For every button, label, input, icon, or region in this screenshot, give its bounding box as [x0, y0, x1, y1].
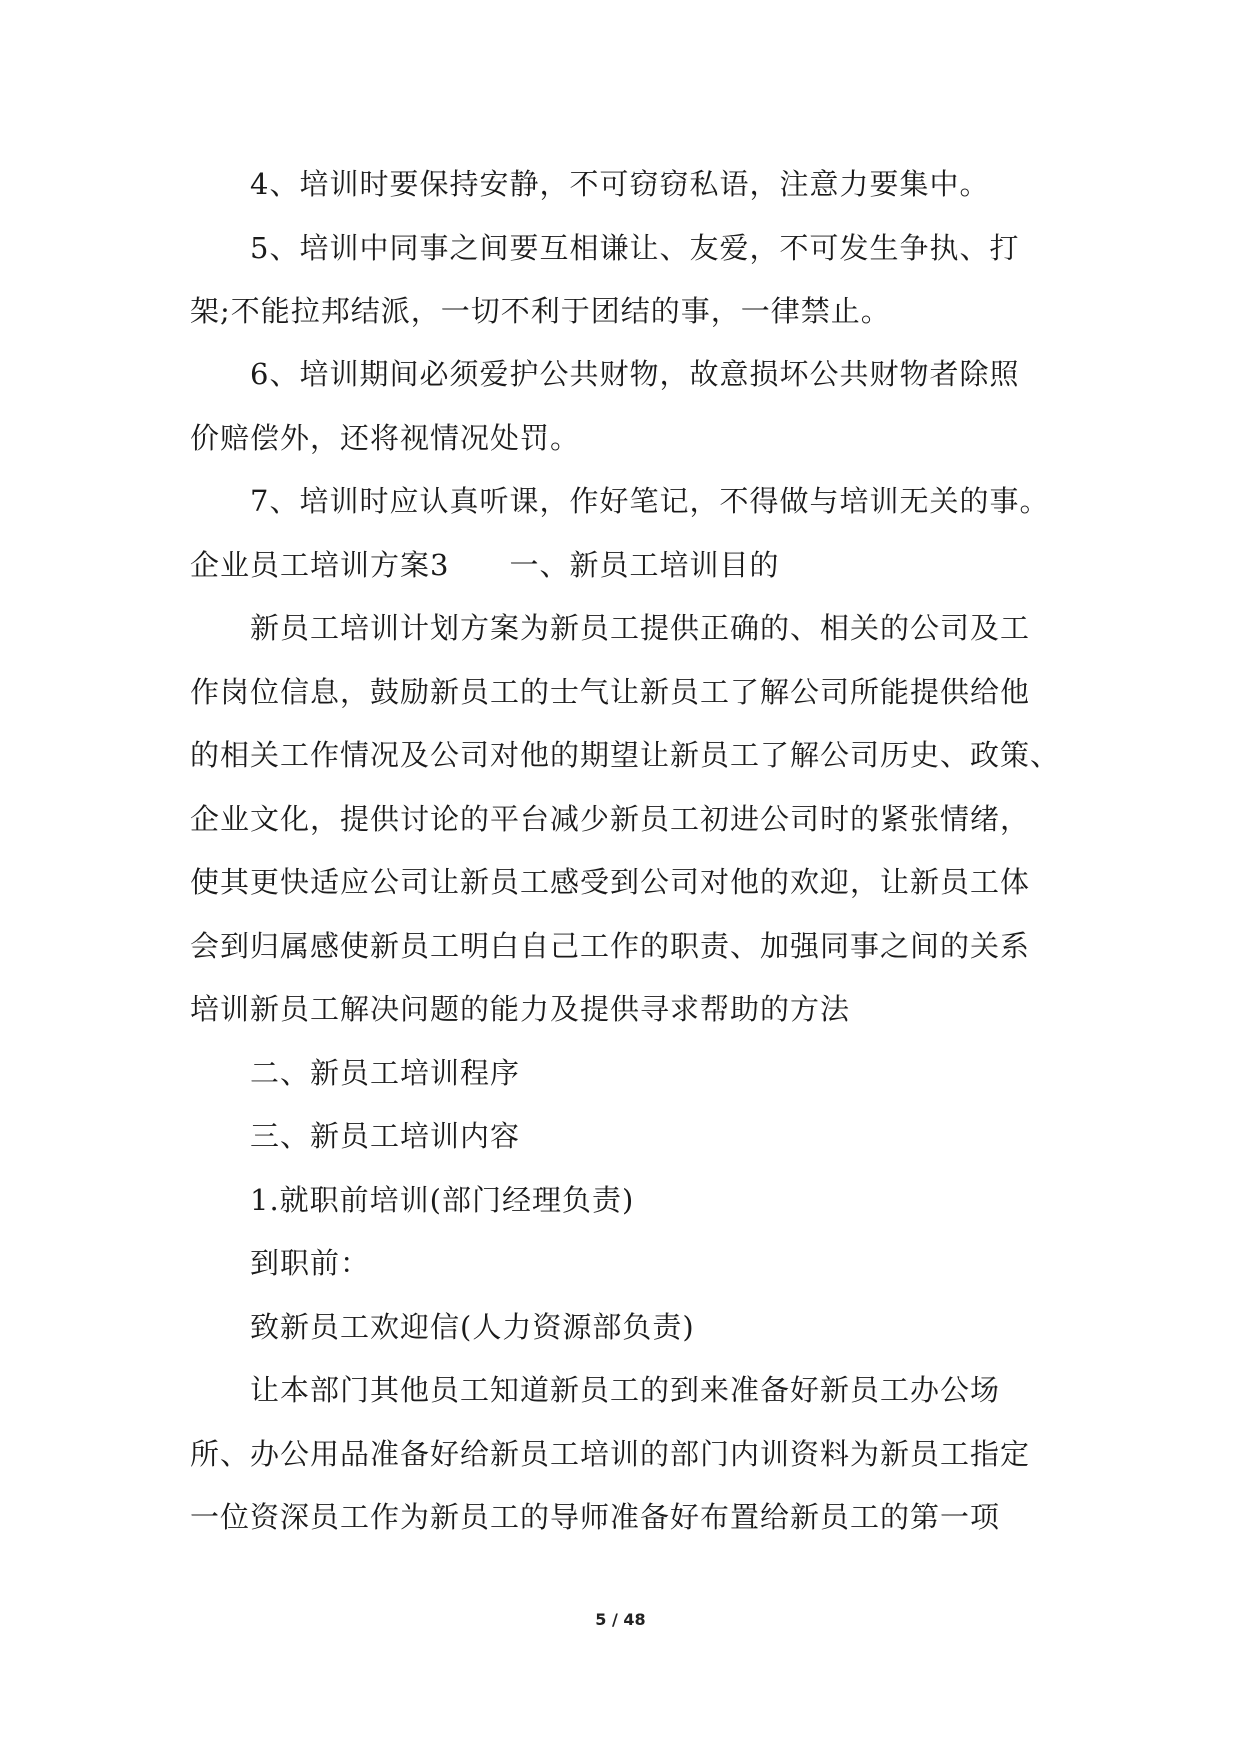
- page-number: 5 / 48: [595, 1610, 646, 1629]
- text-line: 培训新员工解决问题的能力及提供寻求帮助的方法: [190, 992, 851, 1026]
- text-line: 6、培训期间必须爱护公共财物，故意损坏公共财物者除照: [250, 357, 1020, 391]
- text-line: 价赔偿外，还将视情况处罚。: [190, 421, 581, 455]
- text-line: 会到归属感使新员工明白自己工作的职责、加强同事之间的关系: [190, 929, 1031, 963]
- text-line: 所、办公用品准备好给新员工培训的部门内训资料为新员工指定: [190, 1437, 1031, 1471]
- section-heading: 三、新员工培训内容: [250, 1119, 521, 1153]
- text-line: 到职前：: [250, 1246, 371, 1280]
- section-heading: 企业员工培训方案3 一、新员工培训目的: [190, 548, 780, 582]
- text-line: 7、培训时应认真听课，作好笔记，不得做与培训无关的事。: [250, 484, 1050, 518]
- text-line: 一位资深员工作为新员工的导师准备好布置给新员工的第一项: [190, 1500, 1001, 1534]
- text-line: 4、培训时要保持安静，不可窃窃私语，注意力要集中。: [250, 167, 990, 201]
- text-line: 作岗位信息，鼓励新员工的士气让新员工了解公司所能提供给他: [190, 675, 1031, 709]
- text-line: 5、培训中同事之间要互相谦让、友爱，不可发生争执、打: [250, 231, 1020, 265]
- text-line: 1.就职前培训(部门经理负责): [250, 1183, 635, 1217]
- text-line: 让本部门其他员工知道新员工的到来准备好新员工办公场: [250, 1373, 1001, 1407]
- text-line: 致新员工欢迎信(人力资源部负责): [250, 1310, 695, 1344]
- text-line: 的相关工作情况及公司对他的期望让新员工了解公司历史、政策、: [190, 738, 1061, 772]
- text-line: 新员工培训计划方案为新员工提供正确的、相关的公司及工: [250, 611, 1031, 645]
- section-heading: 二、新员工培训程序: [250, 1056, 521, 1090]
- text-line: 使其更快适应公司让新员工感受到公司对他的欢迎，让新员工体: [190, 865, 1031, 899]
- text-line: 架;不能拉邦结派，一切不利于团结的事，一律禁止。: [190, 294, 891, 328]
- text-line: 企业文化，提供讨论的平台减少新员工初进公司时的紧张情绪，: [190, 802, 1031, 836]
